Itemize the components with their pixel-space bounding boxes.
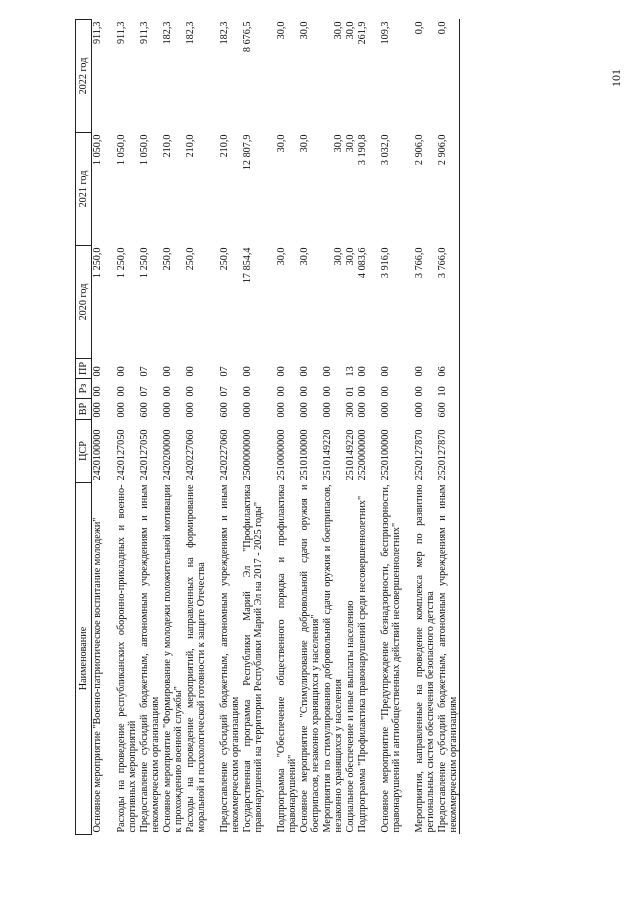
csr-cell [162, 420, 185, 483]
value-2021-cell [219, 133, 242, 246]
row-name-cell: Мероприятия по стимулированию добровольной сдачи оружия и боеприпасов, незаконно хранящихся у населения [321, 484, 344, 833]
cell-value: 30,0 [332, 134, 344, 153]
table-row [414, 20, 437, 835]
cell-value: 0,0 [436, 21, 448, 35]
value-2022-cell [322, 20, 345, 133]
cell-value: 07 [138, 386, 150, 397]
cell-value: 10 [436, 386, 448, 397]
row-name-cell: Предоставление субсидий бюджетным, автономным учреждениям и иным некоммерческим организациям [138, 484, 161, 833]
cell-value: 00 [184, 386, 196, 397]
cell-value: 2420227060 [184, 429, 196, 481]
cell-value: 2520127870 [413, 429, 425, 481]
header-pr: ПР [76, 359, 92, 379]
value-2021-cell [357, 133, 380, 246]
cell-value: 250,0 [218, 247, 230, 271]
cell-value: 00 [241, 366, 253, 377]
pr-cell [185, 359, 219, 379]
vr-cell [299, 399, 322, 420]
value-2022-cell [437, 20, 460, 133]
pr-cell [116, 359, 139, 379]
table-row [437, 20, 460, 835]
rz-cell [242, 379, 276, 399]
csr-cell [357, 420, 380, 483]
value-2021-cell [322, 133, 345, 246]
cell-value: 1 250,0 [138, 247, 150, 279]
cell-value: 00 [413, 366, 425, 377]
cell-value: 2 906,0 [413, 134, 425, 166]
cell-value: 210,0 [161, 134, 173, 158]
row-name-cell: Расходы на проведение республиканских оборонно-прикладных и военно-спортивных мероприятий [115, 484, 138, 833]
cell-value: 30,0 [344, 21, 356, 40]
cell-value: 1 250,0 [115, 247, 127, 279]
header-name: Наименование [76, 483, 92, 835]
cell-value: 00 [92, 366, 103, 377]
value-2020-cell [299, 246, 322, 359]
value-2022-cell [357, 20, 380, 133]
value-2022-cell [299, 20, 322, 133]
cell-value: 00 [184, 366, 196, 377]
table-row [380, 20, 414, 835]
value-2021-cell [162, 133, 185, 246]
page-number: 101 [609, 69, 623, 87]
vr-cell [380, 399, 414, 420]
cell-value: 2 906,0 [436, 134, 448, 166]
value-2021-cell [345, 133, 357, 246]
value-2021-cell [185, 133, 219, 246]
cell-value: 3 766,0 [413, 247, 425, 279]
table-row [345, 20, 357, 835]
cell-value: 00 [275, 386, 287, 397]
cell-value: 01 [344, 386, 356, 397]
cell-value: 2420127050 [115, 429, 127, 481]
value-2020-cell [414, 246, 437, 359]
cell-value: 2520100000 [379, 429, 391, 481]
cell-value: 1 050,0 [138, 134, 150, 166]
vr-cell [276, 399, 299, 420]
cell-value: 250,0 [161, 247, 173, 271]
table-row [357, 20, 380, 835]
value-2021-cell [139, 133, 162, 246]
cell-value: 2500000000 [241, 429, 253, 481]
cell-value: 00 [115, 366, 127, 377]
value-2022-cell [139, 20, 162, 133]
table-row [242, 20, 276, 835]
cell-value: 2520000000 [356, 429, 368, 481]
row-name-cell: Социальное обеспечение и иные выплаты населению [344, 600, 356, 833]
header-2020: 2020 год [76, 246, 92, 359]
vr-cell [414, 399, 437, 420]
header-vr: ВР [76, 399, 92, 420]
cell-value: 00 [161, 386, 173, 397]
cell-value: 2510100000 [298, 429, 310, 481]
value-2022-cell [242, 20, 276, 133]
pr-cell [437, 359, 460, 379]
cell-value: 00 [298, 386, 310, 397]
pr-cell [162, 359, 185, 379]
row-name-cell: Предоставление субсидий бюджетным, автономным учреждениям и иным некоммерческим организациям [218, 484, 241, 833]
csr-cell [276, 420, 299, 483]
cell-value: 000 [356, 402, 368, 418]
vr-cell [116, 399, 139, 420]
cell-value: 000 [321, 402, 333, 418]
cell-value: 2510149220 [344, 429, 356, 481]
value-2021-cell [299, 133, 322, 246]
cell-value: 00 [275, 366, 287, 377]
value-2022-cell [380, 20, 414, 133]
value-2022-cell [185, 20, 219, 133]
cell-value: 2420227060 [218, 429, 230, 481]
cell-value: 600 [436, 402, 448, 418]
cell-value: 30,0 [298, 247, 310, 266]
value-2020-cell [345, 246, 357, 359]
cell-value: 1 250,0 [92, 247, 103, 279]
cell-value: 911,3 [115, 21, 127, 45]
cell-value: 000 [413, 402, 425, 418]
cell-value: 182,3 [218, 21, 230, 45]
rz-cell [380, 379, 414, 399]
pr-cell [276, 359, 299, 379]
header-rz: Рз [76, 379, 92, 399]
csr-cell [185, 420, 219, 483]
table-body [92, 20, 460, 835]
vr-cell [185, 399, 219, 420]
cell-value: 00 [321, 386, 333, 397]
rz-cell [322, 379, 345, 399]
cell-value: 300 [344, 402, 356, 418]
vr-cell [345, 399, 357, 420]
value-2020-cell [276, 246, 299, 359]
cell-value [322, 22, 333, 131]
rz-cell [414, 379, 437, 399]
table-row [116, 20, 139, 835]
cell-value: 250,0 [184, 247, 196, 271]
cell-value: 000 [379, 402, 391, 418]
row-name-cell: Подпрограмма "Профилактика правонарушений среди несовершеннолетних" [356, 495, 368, 833]
cell-value: 00 [92, 386, 103, 397]
rz-cell [116, 379, 139, 399]
cell-value: 00 [161, 366, 173, 377]
value-2020-cell [92, 246, 116, 359]
header-2021: 2021 год [76, 133, 92, 246]
value-2020-cell [437, 246, 460, 359]
cell-value [322, 248, 333, 357]
pr-cell [139, 359, 162, 379]
cell-value: 000 [92, 402, 103, 418]
cell-value: 30,0 [298, 134, 310, 153]
vr-cell [219, 399, 242, 420]
value-2021-cell [276, 133, 299, 246]
value-2020-cell [162, 246, 185, 359]
table-row [139, 20, 162, 835]
pr-cell [299, 359, 322, 379]
rz-cell [299, 379, 322, 399]
pr-cell [242, 359, 276, 379]
cell-value: 07 [138, 366, 150, 377]
cell-value: 8 676,5 [241, 21, 253, 53]
cell-value: 30,0 [344, 134, 356, 153]
value-2022-cell [116, 20, 139, 133]
cell-value: 210,0 [184, 134, 196, 158]
table-row [219, 20, 242, 835]
cell-value: 000 [161, 402, 173, 418]
cell-value: 06 [436, 366, 448, 377]
cell-value: 00 [356, 366, 368, 377]
value-2020-cell [380, 246, 414, 359]
value-2020-cell [322, 246, 345, 359]
value-2020-cell [357, 246, 380, 359]
rz-cell [357, 379, 380, 399]
cell-value: 2420200000 [161, 429, 173, 481]
value-2020-cell [116, 246, 139, 359]
csr-cell [345, 420, 357, 483]
cell-value: 000 [115, 402, 127, 418]
cell-value: 00 [379, 386, 391, 397]
table-row [276, 20, 299, 835]
pr-cell [345, 359, 357, 379]
cell-value: 000 [184, 402, 196, 418]
row-name-cell: Мероприятия, направленные на проведение комплекса мер по развитию региональных систем обеспечения безопасного детства [413, 484, 436, 833]
pr-cell [357, 359, 380, 379]
cell-value: 1 050,0 [115, 134, 127, 166]
vr-cell [357, 399, 380, 420]
rz-cell [276, 379, 299, 399]
cell-value: 600 [138, 402, 150, 418]
cell-value: 1 050,0 [92, 134, 103, 166]
cell-value: 00 [379, 366, 391, 377]
value-2021-cell [116, 133, 139, 246]
cell-value: 2510149220 [321, 429, 333, 481]
table-row [299, 20, 322, 835]
row-name-cell: Государственная программа Республики Марий Эл "Профилактика правонарушений на территории Республики Марий Эл на 2017 - 2025 годы" [241, 484, 264, 833]
cell-value: 30,0 [275, 21, 287, 40]
csr-cell [299, 420, 322, 483]
table-row [185, 20, 219, 835]
cell-value: 00 [298, 366, 310, 377]
row-name-cell: Основное мероприятие "Военно-патриотическое воспитание молодежи" [92, 517, 103, 833]
row-name-cell: Основное мероприятие "Стимулирование добровольной сдачи оружия и боеприпасов, незаконно хранящихся у населения" [298, 484, 321, 833]
value-2021-cell [92, 133, 116, 246]
cell-value: 00 [115, 386, 127, 397]
cell-value: 600 [218, 402, 230, 418]
vr-cell [139, 399, 162, 420]
cell-value: 261,9 [356, 21, 368, 45]
table-row [162, 20, 185, 835]
cell-value: 12 807,9 [241, 134, 253, 171]
cell-value: 30,0 [344, 247, 356, 266]
cell-value: 3 766,0 [436, 247, 448, 279]
budget-table [75, 19, 460, 835]
cell-value: 210,0 [218, 134, 230, 158]
csr-cell [437, 420, 460, 483]
cell-value: 2420100000 [92, 429, 103, 481]
cell-value: 07 [218, 386, 230, 397]
vr-cell [162, 399, 185, 420]
cell-value: 00 [321, 366, 333, 377]
value-2022-cell [219, 20, 242, 133]
cell-value: 30,0 [332, 21, 344, 40]
value-2020-cell [185, 246, 219, 359]
cell-value: 2420127050 [138, 429, 150, 481]
cell-value [322, 135, 333, 244]
cell-value: 07 [218, 366, 230, 377]
vr-cell [322, 399, 345, 420]
value-2021-cell [242, 133, 276, 246]
cell-value: 000 [298, 402, 310, 418]
csr-cell [322, 420, 345, 483]
pr-cell [414, 359, 437, 379]
csr-cell [380, 420, 414, 483]
row-name-cell: Основное мероприятие "Предупреждение безнадзорности, беспризорности, правонарушений и антиобщественных действий несовершеннолетних" [379, 484, 402, 833]
vr-cell [437, 399, 460, 420]
cell-value: 30,0 [332, 247, 344, 266]
cell-value: 911,3 [92, 21, 103, 45]
value-2022-cell [162, 20, 185, 133]
value-2020-cell [219, 246, 242, 359]
cell-value: 000 [241, 402, 253, 418]
row-name-cell: Основное мероприятие "Формирование у молодежи положительной мотивации к прохождению военной службы" [161, 484, 184, 833]
table-row [92, 20, 116, 835]
cell-value: 182,3 [184, 21, 196, 45]
cell-value: 4 083,6 [356, 247, 368, 279]
value-2020-cell [139, 246, 162, 359]
cell-value: 00 [356, 386, 368, 397]
value-2021-cell [437, 133, 460, 246]
rz-cell [185, 379, 219, 399]
cell-value: 2520127870 [436, 429, 448, 481]
rz-cell [139, 379, 162, 399]
value-2021-cell [380, 133, 414, 246]
value-2020-cell [242, 246, 276, 359]
cell-value: 17 854,4 [241, 247, 253, 284]
cell-value: 13 [344, 366, 356, 377]
cell-value: 30,0 [298, 21, 310, 40]
row-name-cell: Подпрограмма "Обеспечение общественного порядка и профилактика правонарушений" [275, 484, 298, 833]
header-row [76, 20, 92, 835]
cell-value: 3 916,0 [379, 247, 391, 279]
value-2022-cell [414, 20, 437, 133]
cell-value: 109,3 [379, 21, 391, 45]
rz-cell [219, 379, 242, 399]
cell-value: 000 [275, 402, 287, 418]
table-row [322, 20, 345, 835]
row-name-cell: Расходы на проведение мероприятий, направленных на формирование моральной и психологической готовности к защите Отечества [184, 484, 207, 833]
csr-cell [116, 420, 139, 483]
vr-cell [92, 399, 116, 420]
cell-value: 3 032,0 [379, 134, 391, 166]
vr-cell [242, 399, 276, 420]
csr-cell [219, 420, 242, 483]
csr-cell [92, 420, 116, 483]
cell-value: 30,0 [275, 134, 287, 153]
cell-value: 30,0 [275, 247, 287, 266]
csr-cell [242, 420, 276, 483]
pr-cell [92, 359, 116, 379]
cell-value: 0,0 [413, 21, 425, 35]
cell-value: 3 190,8 [356, 134, 368, 166]
cell-value: 00 [241, 386, 253, 397]
cell-value: 911,3 [138, 21, 150, 45]
csr-cell [414, 420, 437, 483]
rz-cell [162, 379, 185, 399]
rz-cell [437, 379, 460, 399]
header-2022: 2022 год [76, 20, 92, 133]
pr-cell [219, 359, 242, 379]
rz-cell [92, 379, 116, 399]
value-2022-cell [345, 20, 357, 133]
rz-cell [345, 379, 357, 399]
value-2022-cell [92, 20, 116, 133]
cell-value: 2510000000 [275, 429, 287, 481]
header-csr: ЦСР [76, 420, 92, 483]
csr-cell [139, 420, 162, 483]
cell-value: 182,3 [161, 21, 173, 45]
row-name-cell: Предоставление субсидий бюджетным, автономным учреждениям и иным некоммерческим организациям [436, 484, 459, 833]
pr-cell [322, 359, 345, 379]
value-2021-cell [414, 133, 437, 246]
value-2022-cell [276, 20, 299, 133]
cell-value: 00 [413, 386, 425, 397]
pr-cell [380, 359, 414, 379]
